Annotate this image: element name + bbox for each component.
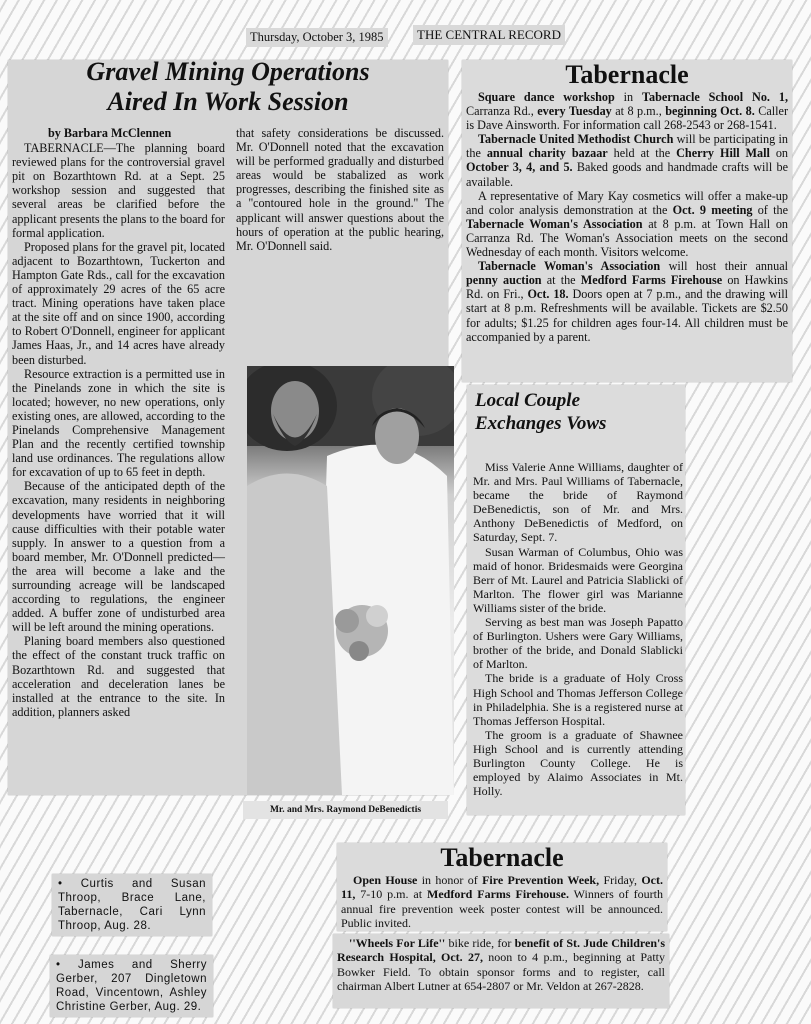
wedding-paragraph: Susan Warman of Columbus, Ohio was maid of honor. Bridesmaids were Georgina Berr of Mt. Laurel and Patricia Slablicki of Marlton. The flower girl was Marianne Williams sister of the bride. <box>473 544 683 615</box>
wedding-headline-line1: Local Couple <box>475 390 581 411</box>
gravel-headline-line1: Gravel Mining Operations <box>86 60 370 86</box>
gravel-byline: by Barbara McClennen <box>48 126 172 140</box>
wheels-for-life-text: ''Wheels For Life'' bike ride, for benefit of St. Jude Children's Research Hospital, Oct. 27, noon to 4 p.m., beginning at Patty Bowker Field. To obtain sponsor forms and to register, call chairman Albert Lutner at 654-2807 or Mr. Veldon at 267-2828. <box>337 936 666 993</box>
gravel-headline-line2: Aired In Work Session <box>107 87 349 116</box>
wedding-headline <box>467 385 685 435</box>
wedding-photo-caption: Mr. and Mrs. Raymond DeBenedictis <box>243 801 448 819</box>
gravel-paragraph: that safety considerations be discussed. Mr. O'Donnell noted that the excavation will be performed gradually and disturbed areas would be stabalized as work progresses, describing the finished site as a ''contoured hole in the ground.'' The applicant will answer questions about the hours of operation at the public hearing, Mr. O'Donnell said. <box>236 126 444 253</box>
tabernacle-notices <box>462 60 792 382</box>
wedding-article <box>467 385 685 815</box>
open-house-notice: Open House in honor of Fire Prevention Week, Friday, Oct. 11, 7-10 p.m. at Medford Farms Firehouse. Winners of fourth annual fire prevention week poster contest will be announced. Public invited. <box>341 873 663 930</box>
wedding-paragraph: Serving as best man was Joseph Papatto of Burlington. Ushers were Gary Williams, brother of the bride, and Donald Slablicki of Marlton. <box>473 615 683 672</box>
tabernacle-bottom-notices <box>337 843 667 931</box>
gravel-column-1 <box>12 126 225 719</box>
birth-notice-text: • Curtis and Susan Throop, Brace Lane, Tabernacle, Cari Lynn Throop, Aug. 28. <box>58 878 206 932</box>
gravel-headline <box>8 60 448 117</box>
dateline-oct3: Thursday, October 3, 1985 <box>246 28 388 47</box>
couple-illustration <box>247 366 454 795</box>
gravel-paragraph: Proposed plans for the gravel pit, located adjacent to Bozarthtown, Tuckerton and Hampton Gate Rds., call for the excavation of approximately 29 acres of the 65 acre tract. Mining operations have taken place at the site off and on since 1900, according to Robert O'Donnell, engineer for applicant James Haas, Jr., and 14 acres have already been disturbed. <box>12 239 225 367</box>
tabernacle-item: Tabernacle Woman's Association will host their annual penny auction at the Medford Farms Firehouse on Hawkins Rd. on Fri., Oct. 18. Doors open at 7 p.m., and the drawing will start at 8 p.m. Refreshments will be available. Tickets are $2.50 for adults; $1.25 for children ages four-14. All children must be accompanied by a parent. <box>466 259 789 344</box>
masthead: THE CENTRAL RECORD <box>413 25 565 45</box>
tabernacle-items <box>462 90 792 344</box>
wedding-headline-line2: Exchanges Vows <box>475 413 607 434</box>
gravel-paragraph: Because of the anticipated depth of the excavation, many residents in neighboring developments have worried that it will cause difficulties with their potable water supply. In answer to a question from a board member, Mr. O'Donnell predicted—the area will become a lake and the surrounding acreage will be landscaped according to regulations, the engineer added. A buffer zone of undisturbed area will be left around the mining operations. <box>12 479 225 635</box>
tabernacle-bottom-title: Tabernacle <box>440 843 564 872</box>
wedding-photo <box>247 366 454 795</box>
tabernacle-item: A representative of Mary Kay cosmetics will offer a make-up and color analysis demonstration at the Oct. 9 meeting of the Tabernacle Woman's Association at 8 p.m. at Town Hall on Carranza Rd. The Woman's Association meets on the second Wednesday of each month. Visitors welcome. <box>466 188 789 260</box>
wedding-body <box>473 460 683 798</box>
tabernacle-title: Tabernacle <box>565 60 689 89</box>
gravel-paragraph: TABERNACLE—The planning board reviewed plans for the controversial gravel pit on Bozarthtown Rd. at a Sept. 25 workshop session and suggested that several areas be clarified before the applicant presents the plans to the board for formal application. <box>12 141 225 240</box>
wheels-for-life-notice <box>333 934 669 1008</box>
wedding-paragraph: The bride is a graduate of Holy Cross High School and Thomas Jefferson College in Philadelphia. She is a registered nurse at Thomas Jefferson Hospital. <box>473 671 683 728</box>
gravel-paragraph: Planing board members also questioned the effect of the constant truck traffic on Bozarthtown Rd. and suggested that acceleration and deceleration lanes be installed at the entrance to the site. In addition, planners asked <box>12 634 225 719</box>
tabernacle-item: Tabernacle United Methodist Church will be participating in the annual charity bazaar held at the Cherry Hill Mall on October 3, 4, and 5. Baked goods and handmade crafts will be available. <box>466 132 789 189</box>
gravel-paragraph: Resource extraction is a permitted use in the Pinelands zone in which the site is located; however, no new operations, only existing ones, are allowed, according to the Pinelands Comprehensive Management Plan and the recently certified township land use ordinances. The regulations allow for excavation of up to 65 feet in depth. <box>12 366 225 480</box>
birth-notice-gerber <box>50 955 213 1017</box>
wedding-paragraph: The groom is a graduate of Shawnee High School and is currently attending Burlington County College. He is employed by Alaimo Associates in Mt. Holly. <box>473 727 683 799</box>
birth-notice-text: • James and Sherry Gerber, 207 Dingletown Road, Vincentown, Ashley Christine Gerber, Aug. 29. <box>56 959 207 1013</box>
birth-notice-throop <box>52 874 212 936</box>
gravel-column-2 <box>236 126 444 253</box>
tabernacle-item: Square dance workshop in Tabernacle School No. 1, Carranza Rd., every Tuesday at 8 p.m., beginning Oct. 8. Caller is Dave Ainsworth. For information call 268-2543 or 268-1541. <box>466 90 789 133</box>
wedding-paragraph: Miss Valerie Anne Williams, daughter of Mr. and Mrs. Paul Williams of Tabernacle, became the bride of Raymond DeBenedictis, son of Mr. and Mrs. Anthony DeBenedictis of Medford, on Saturday, Sept. 7. <box>473 460 683 545</box>
